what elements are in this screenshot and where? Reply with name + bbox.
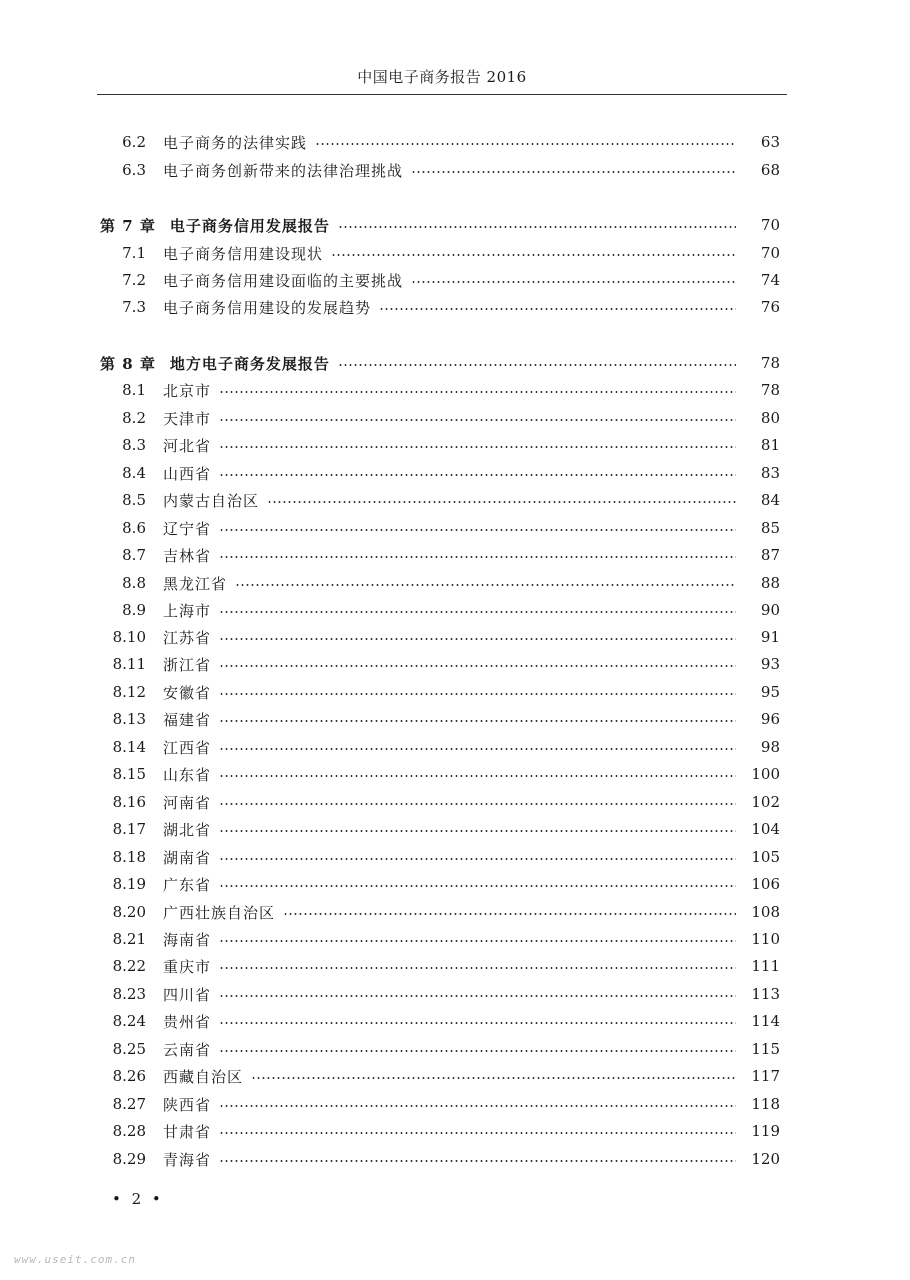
toc-entry-page: 80 — [760, 409, 780, 427]
toc-entry-number: 8.6 — [122, 519, 146, 537]
toc-entry-title: 甘肃省 — [163, 1122, 212, 1141]
dot-leader — [315, 143, 736, 145]
toc-entry-number: 8.28 — [112, 1122, 146, 1140]
toc-entry-page: 87 — [760, 546, 780, 564]
toc-section-entry[interactable] — [100, 846, 780, 868]
toc-entry-number: 8.5 — [122, 491, 146, 509]
toc-entry-page: 68 — [760, 161, 780, 179]
toc-entry-number: 8.18 — [112, 848, 146, 866]
dot-leader — [338, 226, 736, 228]
toc-section-entry[interactable] — [100, 1065, 780, 1087]
toc-entry-page: 104 — [751, 820, 780, 838]
toc-section-entry[interactable] — [100, 653, 780, 675]
page-header-title: 中国电子商务报告 2016 — [357, 68, 527, 86]
toc-entry-number: 6.2 — [122, 133, 146, 151]
dot-leader — [219, 1022, 736, 1024]
toc-entry-title: 地方电子商务发展报告 — [169, 354, 330, 373]
toc-entry-number: 8.4 — [122, 464, 146, 482]
toc-section-entry[interactable] — [100, 818, 780, 840]
toc-entry-page: 98 — [760, 738, 780, 756]
toc-entry-title: 辽宁省 — [163, 519, 212, 538]
toc-entry-page: 74 — [760, 271, 780, 289]
toc-section-entry[interactable] — [100, 791, 780, 813]
toc-entry-page: 83 — [760, 464, 780, 482]
toc-entry-page: 105 — [751, 848, 780, 866]
toc-entry-number: 8.10 — [112, 628, 146, 646]
toc-section-entry[interactable] — [100, 1038, 780, 1060]
toc-section-entry[interactable] — [100, 517, 780, 539]
toc-entry-title: 湖北省 — [163, 820, 212, 839]
dot-leader — [219, 720, 736, 722]
dot-leader — [219, 474, 736, 476]
toc-entry-page: 102 — [751, 793, 780, 811]
toc-entry-page: 91 — [760, 628, 780, 646]
footer-page-number: • 2 • — [112, 1190, 164, 1208]
toc-entry-number: 8.1 — [122, 381, 146, 399]
toc-entry-page: 120 — [751, 1150, 780, 1168]
toc-chapter-entry[interactable] — [100, 352, 780, 374]
toc-section-entry[interactable] — [100, 955, 780, 977]
toc-entry-page: 78 — [760, 354, 780, 372]
toc-entry-title: 江西省 — [163, 738, 212, 757]
dot-leader — [219, 940, 736, 942]
toc-entry-page: 117 — [751, 1067, 780, 1085]
toc-entry-page: 106 — [751, 875, 780, 893]
toc-section-entry[interactable] — [100, 462, 780, 484]
dot-leader — [235, 584, 736, 586]
toc-entry-title: 重庆市 — [163, 957, 212, 976]
toc-entry-number: 8.15 — [112, 765, 146, 783]
toc-entry-number: 8.16 — [112, 793, 146, 811]
toc-entry-title: 电子商务信用建设面临的主要挑战 — [163, 271, 404, 290]
toc-entry-title: 海南省 — [163, 930, 212, 949]
toc-entry-title: 北京市 — [163, 381, 212, 400]
toc-entry-number: 7.2 — [122, 271, 146, 289]
toc-section-entry[interactable] — [100, 544, 780, 566]
toc-section-entry[interactable] — [100, 928, 780, 950]
dot-leader — [411, 281, 736, 283]
toc-entry-title: 上海市 — [163, 601, 212, 620]
dot-leader — [338, 364, 736, 366]
toc-section-entry[interactable] — [100, 407, 780, 429]
toc-entry-number: 7.3 — [122, 298, 146, 316]
toc-entry-number: 第 7 章 — [100, 216, 156, 235]
toc-entry-title: 福建省 — [163, 710, 212, 729]
toc-entry-title: 广东省 — [163, 875, 212, 894]
toc-entry-title: 安徽省 — [163, 683, 212, 702]
dot-leader — [331, 254, 736, 256]
toc-entry-title: 湖南省 — [163, 848, 212, 867]
toc-entry-title: 内蒙古自治区 — [163, 491, 260, 510]
dot-leader — [219, 995, 736, 997]
toc-entry-page: 93 — [760, 655, 780, 673]
dot-leader — [219, 858, 736, 860]
toc-section-entry[interactable] — [100, 131, 780, 153]
toc-entry-number: 8.14 — [112, 738, 146, 756]
toc-entry-title: 山西省 — [163, 464, 212, 483]
toc-entry-page: 90 — [760, 601, 780, 619]
toc-entry-number: 8.9 — [122, 601, 146, 619]
header-rule — [97, 94, 787, 95]
toc-entry-title: 河南省 — [163, 793, 212, 812]
toc-entry-number: 7.1 — [122, 244, 146, 262]
dot-leader — [219, 529, 736, 531]
toc-entry-title: 西藏自治区 — [163, 1067, 244, 1086]
toc-entry-number: 8.17 — [112, 820, 146, 838]
toc-entry-page: 111 — [751, 957, 780, 975]
toc-entry-page: 119 — [751, 1122, 780, 1140]
toc-entry-title: 黑龙江省 — [163, 574, 228, 593]
toc-section-entry[interactable] — [100, 599, 780, 621]
toc-section-entry[interactable] — [100, 1010, 780, 1032]
toc-entry-number: 8.27 — [112, 1095, 146, 1113]
toc-entry-number: 8.2 — [122, 409, 146, 427]
toc-section-entry[interactable] — [100, 572, 780, 594]
toc-entry-page: 95 — [760, 683, 780, 701]
toc-entry-title: 贵州省 — [163, 1012, 212, 1031]
toc-entry-page: 85 — [760, 519, 780, 537]
toc-section-entry[interactable] — [100, 242, 780, 264]
dot-leader — [219, 830, 736, 832]
toc-entry-title: 江苏省 — [163, 628, 212, 647]
toc-entry-number: 8.11 — [112, 655, 146, 673]
toc-entry-page: 100 — [751, 765, 780, 783]
toc-entry-number: 8.29 — [112, 1150, 146, 1168]
toc-entry-title: 电子商务的法律实践 — [163, 133, 308, 152]
dot-leader — [219, 885, 736, 887]
toc-entry-title: 山东省 — [163, 765, 212, 784]
toc-section-entry[interactable] — [100, 434, 780, 456]
watermark-text: www.useit.com.cn — [14, 1253, 136, 1266]
dot-leader — [219, 446, 736, 448]
toc-entry-number: 8.22 — [112, 957, 146, 975]
toc-entry-page: 63 — [760, 133, 780, 151]
toc-section-entry[interactable] — [100, 159, 780, 181]
toc-entry-page: 84 — [760, 491, 780, 509]
toc-section-entry[interactable] — [100, 708, 780, 730]
toc-section-entry[interactable] — [100, 763, 780, 785]
dot-leader — [219, 748, 736, 750]
toc-section-entry[interactable] — [100, 1093, 780, 1115]
toc-entry-page: 114 — [751, 1012, 780, 1030]
toc-entry-number: 8.24 — [112, 1012, 146, 1030]
toc-entry-number: 6.3 — [122, 161, 146, 179]
toc-entry-number: 8.23 — [112, 985, 146, 1003]
toc-entry-number: 8.20 — [112, 903, 146, 921]
toc-entry-title: 天津市 — [163, 409, 212, 428]
toc-entry-number: 8.26 — [112, 1067, 146, 1085]
toc-entry-number: 8.19 — [112, 875, 146, 893]
dot-leader — [219, 693, 736, 695]
dot-leader — [219, 638, 736, 640]
dot-leader — [283, 913, 736, 915]
toc-section-entry[interactable] — [100, 269, 780, 291]
toc-chapter-entry[interactable] — [100, 214, 780, 236]
toc-entry-title: 电子商务信用发展报告 — [169, 216, 330, 235]
toc-section-entry[interactable] — [100, 626, 780, 648]
toc-entry-number: 8.7 — [122, 546, 146, 564]
toc-entry-title: 陕西省 — [163, 1095, 212, 1114]
dot-leader — [251, 1077, 736, 1079]
toc-entry-title: 电子商务信用建设的发展趋势 — [163, 298, 372, 317]
toc-section-entry[interactable] — [100, 296, 780, 318]
toc-entry-page: 70 — [760, 216, 780, 234]
toc-entry-title: 河北省 — [163, 436, 212, 455]
dot-leader — [219, 775, 736, 777]
toc-entry-number: 8.12 — [112, 683, 146, 701]
toc-entry-number: 8.3 — [122, 436, 146, 454]
toc-entry-title: 广西壮族自治区 — [163, 903, 276, 922]
dot-leader — [219, 665, 736, 667]
dot-leader — [219, 419, 736, 421]
dot-leader — [219, 803, 736, 805]
dot-leader — [379, 308, 736, 310]
dot-leader — [219, 1050, 736, 1052]
toc-entry-title: 青海省 — [163, 1150, 212, 1169]
toc-entry-page: 118 — [751, 1095, 780, 1113]
toc-entry-page: 115 — [751, 1040, 780, 1058]
toc-entry-number: 8.13 — [112, 710, 146, 728]
toc-entry-title: 浙江省 — [163, 655, 212, 674]
toc-entry-page: 108 — [751, 903, 780, 921]
toc-entry-title: 吉林省 — [163, 546, 212, 565]
toc-section-entry[interactable] — [100, 873, 780, 895]
toc-section-entry[interactable] — [100, 901, 780, 923]
dot-leader — [219, 391, 736, 393]
toc-entry-page: 110 — [751, 930, 780, 948]
toc-entry-page: 70 — [760, 244, 780, 262]
toc-entry-title: 四川省 — [163, 985, 212, 1004]
toc-entry-page: 88 — [760, 574, 780, 592]
dot-leader — [219, 1160, 736, 1162]
toc-entry-page: 78 — [760, 381, 780, 399]
dot-leader — [219, 967, 736, 969]
toc-section-entry[interactable] — [100, 1120, 780, 1142]
dot-leader — [219, 1105, 736, 1107]
toc-entry-number: 8.8 — [122, 574, 146, 592]
dot-leader — [267, 501, 736, 503]
toc-entry-number: 第 8 章 — [100, 354, 156, 373]
toc-entry-number: 8.21 — [112, 930, 146, 948]
toc-section-entry[interactable] — [100, 379, 780, 401]
toc-section-entry[interactable] — [100, 736, 780, 758]
toc-entry-page: 113 — [751, 985, 780, 1003]
toc-entry-number: 8.25 — [112, 1040, 146, 1058]
toc-entry-page: 96 — [760, 710, 780, 728]
dot-leader — [219, 611, 736, 613]
toc-section-entry[interactable] — [100, 681, 780, 703]
toc-entry-title: 电子商务信用建设现状 — [163, 244, 324, 263]
dot-leader — [411, 171, 736, 173]
toc-entry-title: 电子商务创新带来的法律治理挑战 — [163, 161, 404, 180]
toc-section-entry[interactable] — [100, 983, 780, 1005]
toc-entry-page: 76 — [760, 298, 780, 316]
dot-leader — [219, 556, 736, 558]
toc-section-entry[interactable] — [100, 489, 780, 511]
toc-entry-page: 81 — [760, 436, 780, 454]
toc-entry-title: 云南省 — [163, 1040, 212, 1059]
toc-section-entry[interactable] — [100, 1148, 780, 1170]
dot-leader — [219, 1132, 736, 1134]
